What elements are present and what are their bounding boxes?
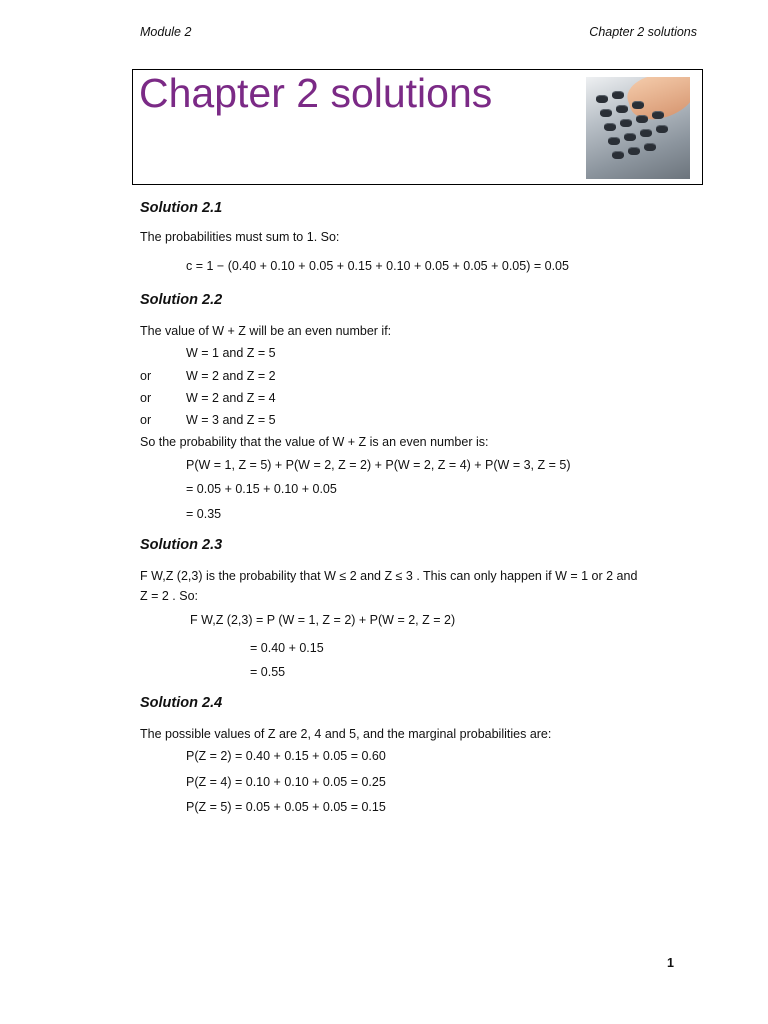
solution-2-3-heading: Solution 2.3 [140, 537, 223, 553]
page-number: 1 [667, 956, 674, 970]
key-shape [656, 125, 668, 133]
solution-2-3-equation-1: F W,Z (2,3) = P (W = 1, Z = 2) + P(W = 2, Z = 2) [190, 613, 456, 627]
key-shape [624, 133, 636, 141]
running-header-right: Chapter 2 solutions [589, 25, 697, 39]
key-shape [620, 119, 632, 127]
solution-2-2-summary: So the probability that the value of W + Z is an even number is: [140, 435, 489, 449]
key-shape [600, 109, 612, 117]
solution-2-1-equation: c = 1 − (0.40 + 0.10 + 0.05 + 0.15 + 0.10 + 0.05 + 0.05 + 0.05) = 0.05 [186, 259, 569, 273]
solution-2-3-line-2: Z = 2 . So: [140, 589, 199, 603]
key-shape [612, 91, 624, 99]
solution-2-4-text: The possible values of Z are 2, 4 and 5, and the marginal probabilities are: [140, 727, 552, 741]
case-expression: W = 2 and Z = 2 [186, 369, 276, 383]
solution-2-2-heading: Solution 2.2 [140, 292, 223, 308]
key-shape [652, 111, 664, 119]
solution-2-3-line-1: F W,Z (2,3) is the probability that W ≤ 2 and Z ≤ 3 . This can only happen if W = 1 or 2 and [140, 569, 638, 583]
marginal-probability: P(Z = 4) = 0.10 + 0.10 + 0.05 = 0.25 [186, 775, 386, 789]
key-shape [616, 105, 628, 113]
solution-2-2-intro: The value of W + Z will be an even number if: [140, 324, 392, 338]
key-shape [604, 123, 616, 131]
solution-2-2-equation-1: P(W = 1, Z = 5) + P(W = 2, Z = 2) + P(W = 2, Z = 4) + P(W = 3, Z = 5) [186, 458, 571, 472]
running-header-left: Module 2 [140, 25, 192, 39]
case-expression: W = 3 and Z = 5 [186, 413, 276, 427]
key-shape [632, 101, 644, 109]
solution-2-2-equation-2: = 0.05 + 0.15 + 0.10 + 0.05 [186, 482, 337, 496]
case-prefix: or [140, 413, 152, 427]
key-shape [608, 137, 620, 145]
key-shape [640, 129, 652, 137]
solution-2-1-heading: Solution 2.1 [140, 200, 223, 216]
case-prefix: or [140, 391, 152, 405]
solution-2-1-text: The probabilities must sum to 1. So: [140, 230, 340, 244]
key-shape [596, 95, 608, 103]
chapter-title: Chapter 2 solutions [139, 70, 493, 116]
chapter-title-box [132, 69, 703, 185]
solution-2-3-equation-3: = 0.55 [250, 665, 286, 679]
key-shape [644, 143, 656, 151]
marginal-probability: P(Z = 2) = 0.40 + 0.15 + 0.05 = 0.60 [186, 749, 386, 763]
case-expression: W = 2 and Z = 4 [186, 391, 276, 405]
key-shape [628, 147, 640, 155]
marginal-probability: P(Z = 5) = 0.05 + 0.05 + 0.05 = 0.15 [186, 800, 386, 814]
key-shape [636, 115, 648, 123]
calculator-photo-icon [586, 77, 690, 179]
solution-2-3-equation-2: = 0.40 + 0.15 [250, 641, 324, 655]
case-expression: W = 1 and Z = 5 [186, 346, 276, 360]
solution-2-2-equation-3: = 0.35 [186, 507, 222, 521]
key-shape [612, 151, 624, 159]
solution-2-4-heading: Solution 2.4 [140, 695, 223, 711]
case-prefix: or [140, 369, 152, 383]
